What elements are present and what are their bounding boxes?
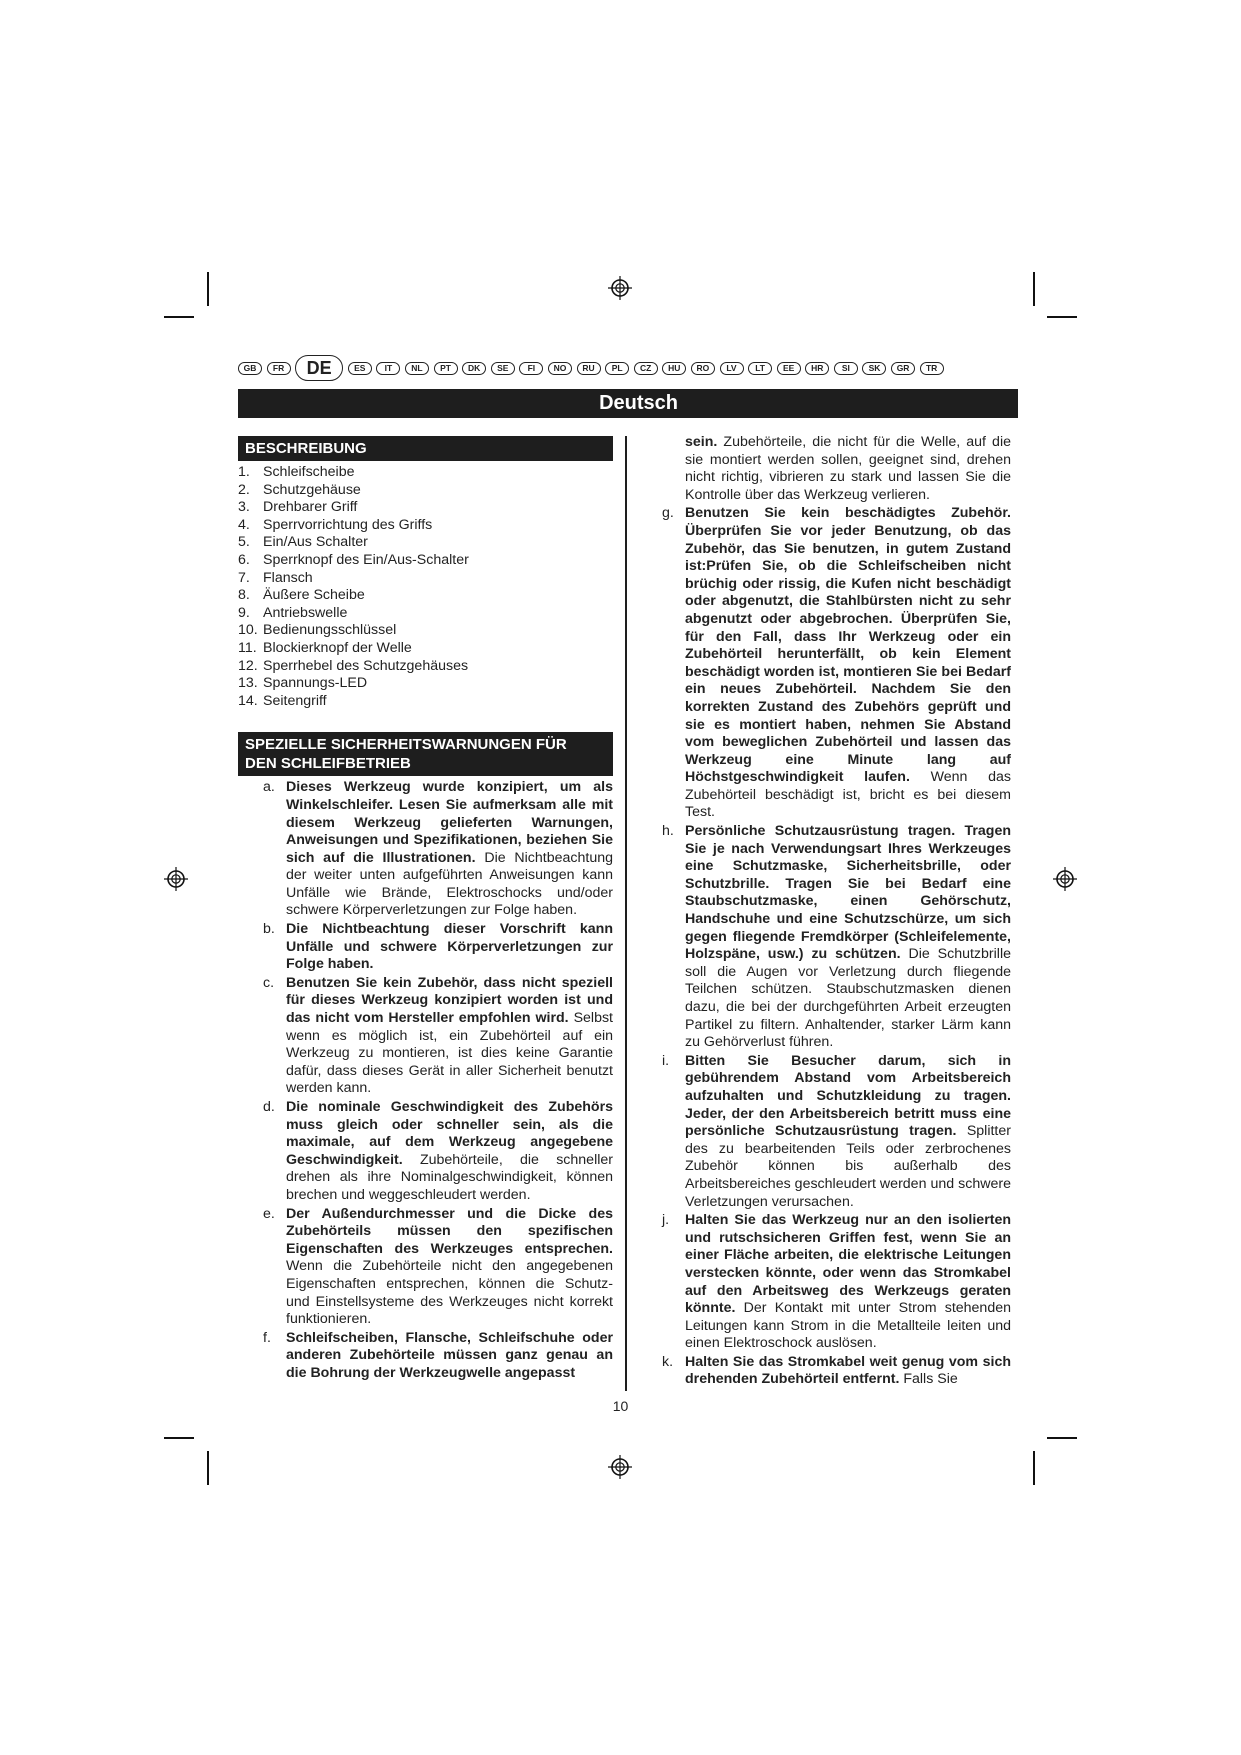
language-option-fi[interactable]: FI: [519, 362, 543, 375]
registration-mark-icon: [1052, 866, 1078, 892]
warning-item: [640, 823, 1011, 1052]
crop-mark: [1033, 272, 1035, 306]
crop-mark: [1047, 1437, 1077, 1439]
warning-item: [260, 1330, 613, 1383]
section-heading-description: BESCHREIBUNG: [238, 436, 613, 461]
list-item: [238, 499, 613, 517]
list-item-number: 4.: [238, 516, 250, 533]
language-option-sk[interactable]: SK: [862, 362, 886, 375]
language-option-pt[interactable]: PT: [434, 362, 458, 375]
list-item: [238, 693, 613, 711]
warning-item-bold: Benutzen Sie kein beschädigtes Zubehör. Überprüfen Sie vor jeder Benutzung, ob das Zubehör, das Sie benutzen, in gutem Zustand ist:Prüfen Sie, ob die Schleifscheiben nicht brüchig oder rissig, die Kufen nicht beschädigt oder abgenutzt, die Stahlbürsten nicht zu sehr abgenutzt oder abgebrochen. Überprüfen Sie, für den Fall, dass Ihr Werkzeug oder ein Zubehörteil herunterfällt, ob kein Element beschädigt worden ist, montieren Sie bei Bedarf ein neues Zubehörteil. Nachdem Sie den korrekten Zustand des Zubehörs geprüft und sie es montiert haben, nehmen Sie Abstand vom beweglichen Zubehörteil und lassen das Werkzeug eine Minute lang auf Höchstgeschwindigkeit laufen.: [685, 505, 1011, 786]
warning-item-plain: Wenn die Zubehörteile nicht den angegebenen Eigenschaften entsprechen, können die Schutz- und Einstellsysteme des Werkzeuges nicht korrekt funktionieren.: [286, 1258, 613, 1328]
warning-item-bold: Der Außendurchmesser und die Dicke des Zubehörteils müssen den spezifischen Eigenschaften des Werkzeuges entsprechen.: [286, 1205, 613, 1257]
right-column: [640, 434, 1011, 1390]
language-option-se[interactable]: SE: [491, 362, 515, 375]
warning-item-letter: d.: [263, 1099, 275, 1115]
page-number: 10: [612, 1398, 629, 1414]
list-item: [238, 658, 613, 676]
list-item-number: 2.: [238, 481, 250, 498]
warning-item-text: [685, 505, 1011, 822]
language-option-hr[interactable]: HR: [805, 362, 829, 375]
list-item-label: Schleifscheibe: [263, 464, 355, 480]
list-item-label: Drehbarer Griff: [263, 499, 358, 516]
language-option-gb[interactable]: GB: [238, 362, 262, 375]
warning-item-text: [286, 779, 613, 920]
list-item-label: Bedienungsschlüssel: [263, 622, 397, 639]
language-option-lv[interactable]: LV: [720, 362, 744, 375]
language-option-de[interactable]: DE: [295, 355, 343, 381]
list-item: [238, 570, 613, 588]
language-option-cz[interactable]: CZ: [634, 362, 658, 375]
language-option-gr[interactable]: GR: [891, 362, 915, 375]
warning-item-text: [685, 1354, 1011, 1389]
list-item-label: Spannungs-LED: [263, 675, 368, 692]
list-item-number: 1.: [238, 464, 250, 480]
warnings-list-right: [640, 505, 1011, 1389]
warning-item-letter: k.: [662, 1353, 674, 1370]
left-column: [238, 436, 613, 1384]
language-option-ru[interactable]: RU: [577, 362, 601, 375]
section-heading-warnings: SPEZIELLE SICHERHEITSWARNUNGEN FÜR DEN SCHLEIFBETRIEB: [238, 732, 613, 776]
list-item-label: Seitengriff: [263, 692, 327, 709]
list-item-label: Schutzgehäuse: [263, 481, 361, 498]
warning-item: [640, 1053, 1011, 1211]
registration-mark-icon: [607, 275, 633, 301]
warning-item-letter: g.: [662, 505, 674, 522]
language-option-ro[interactable]: RO: [691, 362, 715, 375]
list-item: [238, 622, 613, 640]
warning-item: [260, 921, 613, 974]
warning-item-letter: i.: [662, 1052, 670, 1069]
warning-item-bold: Schleifscheiben, Flansche, Schleifschuhe oder anderen Zubehörteile müssen ganz genau an die Bohrung der Werkzeugwelle angepasst: [286, 1329, 613, 1381]
warning-item: [260, 1099, 613, 1205]
warning-item-text: [685, 823, 1011, 1052]
page-title-bar: [238, 389, 1018, 418]
warning-item-text: [286, 1206, 613, 1329]
language-option-fr[interactable]: FR: [267, 362, 291, 375]
list-item: [238, 675, 613, 693]
list-item-label: Blockierknopf der Welle: [263, 639, 412, 656]
warning-item-bold: Halten Sie das Werkzeug nur an den isolierten und rutschsicheren Griffen fest, wenn Sie an einer Fläche arbeiten, die elektrische Leitungen verstecken könnte, oder wenn das Stromkabel auf den Arbeitsweg des Werkzeugs geraten könnte.: [685, 1212, 1011, 1317]
warning-item-text: [286, 1099, 613, 1205]
warning-item: [640, 1354, 1011, 1389]
warning-item-text: [685, 1212, 1011, 1353]
list-item: [238, 640, 613, 658]
warning-item-plain: Splitter des zu bearbeitenden Teils oder zerbrochenes Zubehör können bis außerhalb des Arbeitsbereiches geschleudert werden und schwere Verletzungen verursachen.: [685, 1123, 1011, 1210]
language-option-lt[interactable]: LT: [748, 362, 772, 375]
list-item-number: 9.: [238, 604, 250, 621]
list-item-number: 10.: [238, 622, 258, 639]
crop-mark: [1047, 316, 1077, 318]
list-item-label: Äußere Scheibe: [263, 587, 365, 604]
crop-mark: [207, 1451, 209, 1485]
language-option-it[interactable]: IT: [376, 362, 400, 375]
warning-item: [640, 505, 1011, 822]
list-item-label: Sperrvorrichtung des Griffs: [263, 516, 433, 533]
list-item: [238, 587, 613, 605]
warning-item: [260, 1206, 613, 1329]
list-item: [238, 605, 613, 623]
warning-item: [640, 1212, 1011, 1353]
warning-item-plain: Die Schutzbrille soll die Augen vor Verletzung durch fliegende Teilchen schützen. Staubschutzmasken dienen dazu, die bei der durchgeführten Arbeit erzeugten Partikel zu filtern. Anhaltender, starker Lärm kann zu Gehörverlust führen.: [685, 946, 1011, 1051]
language-option-dk[interactable]: DK: [462, 362, 486, 375]
list-item-label: Antriebswelle: [263, 604, 348, 621]
warning-item-plain: Der Kontakt mit unter Strom stehenden Leitungen kann Strom in die Metallteile leiten und einen Elektroschock auslösen.: [685, 1300, 1011, 1352]
list-item: [238, 534, 613, 552]
warnings-list-left: [238, 779, 613, 1382]
warning-item-letter: f.: [263, 1329, 271, 1346]
crop-mark: [164, 316, 194, 318]
warning-item-plain: Die Nichtbeachtung der weiter unten aufgeführten Anweisungen kann Unfälle wie Brände, Elektroschocks und/oder schwere Körperverletzungen zur Folge haben.: [286, 849, 613, 919]
language-option-pl[interactable]: PL: [605, 362, 629, 375]
warning-item-bold: Die nominale Geschwindigkeit des Zubehörs muss gleich oder schneller sein, als die maximale, auf dem Werkzeug angegebene Geschwindigkeit.: [286, 1099, 613, 1168]
list-item-label: Ein/Aus Schalter: [263, 534, 368, 551]
language-option-tr[interactable]: TR: [920, 362, 944, 375]
list-item-number: 3.: [238, 499, 250, 516]
list-item-number: 11.: [238, 639, 257, 656]
crop-mark: [1033, 1451, 1035, 1485]
warning-item-bold: Die Nichtbeachtung dieser Vorschrift kann Unfälle und schwere Körperverletzungen zur Folge haben.: [286, 921, 613, 973]
warning-item-text: [286, 1330, 613, 1383]
list-item-label: Sperrknopf des Ein/Aus-Schalter: [263, 551, 469, 568]
crop-mark: [207, 272, 209, 306]
list-item-number: 8.: [238, 587, 250, 604]
list-item: [238, 482, 613, 500]
list-item: [238, 552, 613, 570]
warning-item-bold: Dieses Werkzeug wurde konzipiert, um als Winkelschleifer. Lesen Sie aufmerksam alle mit diesem Werkzeug gelieferten Warnungen, Anweisungen und Spezifikationen, beziehen Sie sich auf die Illustrationen.: [286, 779, 613, 866]
warning-item-plain: Wenn das Zubehörteil beschädigt ist, bricht es bei diesem Test.: [685, 769, 1011, 821]
list-item-number: 7.: [238, 569, 250, 586]
list-item-number: 14.: [238, 692, 258, 709]
warning-item-text: [286, 975, 613, 1098]
list-item-label: Sperrhebel des Schutzgehäuses: [263, 657, 469, 674]
language-option-hu[interactable]: HU: [662, 362, 686, 375]
warning-item: [260, 975, 613, 1098]
language-option-ee[interactable]: EE: [777, 362, 801, 375]
page-title: Deutsch: [599, 392, 678, 414]
language-option-si[interactable]: SI: [834, 362, 858, 375]
crop-mark: [164, 1437, 194, 1439]
warning-item-letter: b.: [263, 921, 275, 938]
list-item-label: Flansch: [263, 569, 313, 586]
list-item-number: 6.: [238, 551, 250, 568]
list-item-number: 12.: [238, 657, 258, 674]
warning-continuation: sein. Zubehörteile, die nicht für die Welle, auf die sie montiert werden sollen, geeignet sind, drehen nicht richtig, vibrieren zu stark und lassen Sie die Kontrolle über das Werkzeug verlieren.: [685, 434, 1011, 503]
warning-item-text: [685, 1053, 1011, 1211]
warning-item-bold: Bitten Sie Besucher darum, sich in gebührendem Abstand vom Arbeitsbereich aufzuhalten und Schutzkleidung zu tragen. Jeder, der den Arbeitsbereich betritt muss eine persönliche Schutzausrüstung tragen.: [685, 1052, 1011, 1140]
warning-item-plain: Falls Sie: [899, 1371, 958, 1388]
warning-item-letter: a.: [263, 779, 275, 796]
warning-item: [260, 779, 613, 920]
list-item: [238, 517, 613, 535]
warning-item-bold: Benutzen Sie kein Zubehör, dass nicht speziell für dieses Werkzeug konzipiert worden ist und das nicht vom Hersteller empfohlen wird.: [286, 974, 613, 1027]
warning-item-bold: Halten Sie das Stromkabel weit genug vom sich drehenden Zubehörteil entfernt.: [685, 1353, 1011, 1388]
language-option-nl[interactable]: NL: [405, 362, 429, 375]
parts-list: [238, 464, 613, 710]
warning-item-letter: c.: [263, 974, 275, 991]
list-item: [238, 464, 613, 482]
registration-mark-icon: [607, 1454, 633, 1480]
warning-item-letter: h.: [662, 823, 674, 840]
list-item-number: 5.: [238, 534, 250, 551]
language-option-es[interactable]: ES: [348, 362, 372, 375]
warning-item-letter: e.: [263, 1205, 275, 1222]
registration-mark-icon: [163, 866, 189, 892]
column-divider: [625, 436, 627, 1391]
list-item-number: 13.: [238, 675, 258, 692]
warning-item-letter: j.: [662, 1212, 670, 1229]
warning-item-plain: Selbst wenn es möglich ist, ein Zubehörteil auf ein Werkzeug zu montieren, ist dies keine Garantie dafür, dass dieses Gerät in aller Sicherheit benutzt werden kann.: [286, 1010, 614, 1097]
warning-item-text: [286, 921, 613, 974]
language-option-no[interactable]: NO: [548, 362, 572, 375]
language-selector: [238, 354, 1018, 382]
warning-item-bold: Persönliche Schutzausrüstung tragen. Tragen Sie je nach Verwendungsart Ihres Werkzeuges eine Schutzmaske, Sicherheitsbrille, oder Schutzbrille. Tragen Sie bei Bedarf eine Staubschutzmaske, einen Gehörschutz, Handschuhe und eine Schutzschürze, um sich gegen fliegende Fremdkörper (Schleifelemente, Holzspäne, usw.) zu schützen.: [685, 823, 1011, 963]
warning-item-plain: Zubehörteile, die schneller drehen als ihre Nominalgeschwindigkeit, können brechen und weggeschleudert werden.: [286, 1151, 613, 1203]
